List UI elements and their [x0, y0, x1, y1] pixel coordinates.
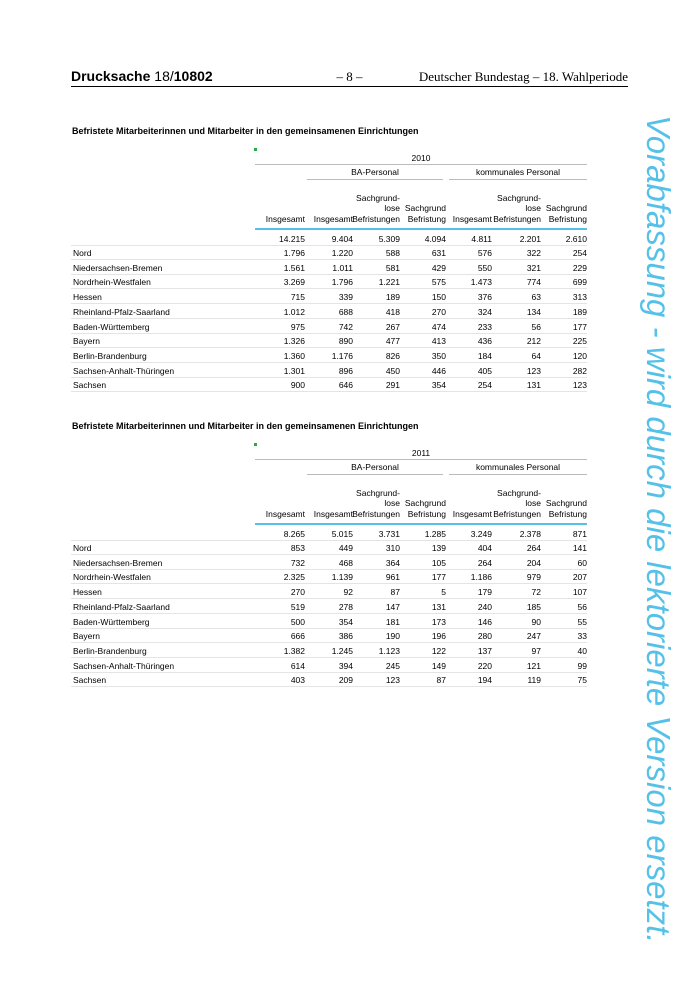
row-label: Niedersachsen-Bremen [73, 262, 163, 273]
table-title: Befristete Mitarbeiterinnen und Mitarbeiter in den gemeinsamenen Einrichtungen [72, 126, 419, 136]
cell-value: 519 [290, 601, 305, 612]
table-row [71, 629, 587, 643]
column-header-line: Befristung [548, 508, 587, 519]
cell-value: 194 [477, 675, 492, 686]
cell-value: 774 [526, 277, 541, 288]
cell-value: 173 [431, 616, 446, 627]
total-value: 8.265 [283, 529, 305, 539]
cell-value: 436 [477, 336, 492, 347]
cell-value: 185 [526, 601, 541, 612]
watermark-text: Vorabfassung - wird durch die lektorierte Version ersetzt. [640, 115, 677, 944]
table-row [71, 378, 587, 392]
table-row [71, 305, 587, 319]
cell-value: 87 [436, 675, 446, 686]
header-underline [255, 228, 587, 230]
group-ba-personal: BA-Personal [307, 462, 443, 475]
total-value: 9.404 [331, 234, 353, 244]
cell-value: 449 [338, 543, 353, 553]
table-row [71, 290, 587, 304]
row-label: Nord [73, 543, 92, 553]
cell-value: 429 [431, 262, 446, 273]
cell-value: 1.326 [283, 336, 305, 347]
row-label: Baden-Württemberg [73, 321, 150, 332]
cell-value: 225 [572, 336, 587, 347]
table-row [71, 644, 587, 658]
cell-value: 321 [526, 262, 541, 273]
table-marker [254, 443, 257, 446]
column-header-line: Insgesamt [452, 213, 492, 224]
cell-value: 280 [477, 631, 492, 642]
cell-value: 500 [290, 616, 305, 627]
row-label: Sachsen-Anhalt-Thüringen [73, 660, 175, 671]
cell-value: 418 [385, 306, 400, 317]
column-header-7 [535, 203, 587, 224]
total-value: 2.610 [565, 234, 587, 244]
cell-value: 64 [531, 350, 541, 361]
header-underline [255, 523, 587, 525]
group-kommunales-personal: kommunales Personal [449, 462, 587, 475]
cell-value: 474 [431, 321, 446, 332]
cell-value: 105 [431, 557, 446, 568]
cell-value: 90 [531, 616, 541, 627]
row-divider [71, 391, 587, 392]
row-label: Nordrhein-Westfalen [73, 277, 151, 288]
cell-value: 270 [290, 587, 305, 598]
cell-value: 209 [338, 675, 353, 686]
cell-value: 40 [577, 645, 587, 656]
total-row [71, 527, 587, 541]
cell-value: 550 [477, 262, 492, 273]
cell-value: 247 [526, 631, 541, 642]
cell-value: 207 [572, 572, 587, 583]
row-label: Nordrhein-Westfalen [73, 572, 151, 583]
column-header-line: Sachgrund- [497, 192, 541, 203]
cell-value: 614 [290, 660, 305, 671]
cell-value: 149 [431, 660, 446, 671]
cell-value: 1.473 [470, 277, 492, 288]
table-row [71, 349, 587, 363]
cell-value: 688 [338, 306, 353, 317]
cell-value: 1.011 [332, 262, 353, 273]
cell-value: 715 [290, 292, 305, 303]
cell-value: 339 [338, 292, 353, 303]
table-row [71, 334, 587, 348]
year-label: 2010 [411, 153, 431, 163]
column-header-6 [485, 193, 541, 225]
cell-value: 137 [477, 645, 492, 656]
group-kommunales-personal: kommunales Personal [449, 167, 587, 180]
cell-value: 72 [531, 587, 541, 598]
cell-value: 979 [526, 572, 541, 583]
doc-number: 10802 [173, 68, 213, 84]
cell-value: 732 [290, 557, 305, 568]
cell-value: 177 [431, 572, 446, 583]
cell-value: 477 [385, 336, 400, 347]
cell-value: 350 [431, 350, 446, 361]
total-value: 2.201 [519, 234, 541, 244]
cell-value: 1.301 [283, 365, 305, 376]
cell-value: 1.360 [283, 350, 305, 361]
cell-value: 220 [477, 660, 492, 671]
cell-value: 122 [431, 645, 446, 656]
column-header-line: Sachgrund [545, 203, 587, 213]
cell-value: 1.139 [331, 572, 353, 583]
cell-value: 1.796 [283, 248, 305, 258]
cell-value: 354 [338, 616, 353, 627]
page-number: – 8 – [336, 69, 363, 84]
table-row [71, 275, 587, 289]
row-label: Hessen [73, 292, 102, 303]
cell-value: 403 [290, 675, 305, 686]
cell-value: 588 [385, 248, 400, 258]
cell-value: 147 [385, 601, 400, 612]
cell-value: 900 [290, 380, 305, 391]
column-header-line: Sachgrund- [356, 192, 400, 203]
page-header [71, 66, 628, 87]
cell-value: 189 [572, 306, 587, 317]
total-value: 5.015 [331, 529, 353, 539]
table-row [71, 541, 587, 555]
cell-value: 245 [385, 660, 400, 671]
column-header-line: Sachgrund [545, 498, 587, 508]
cell-value: 581 [385, 262, 400, 273]
total-value: 3.731 [378, 529, 400, 539]
cell-value: 119 [527, 675, 541, 686]
cell-value: 121 [526, 660, 541, 671]
cell-value: 3.269 [283, 277, 305, 288]
cell-value: 123 [526, 365, 541, 376]
column-header-line: Insgesamt [265, 508, 305, 519]
cell-value: 99 [577, 660, 587, 671]
cell-value: 1.012 [283, 306, 305, 317]
column-header-line: Sachgrund [404, 498, 446, 508]
row-label: Nord [73, 248, 92, 258]
row-label: Hessen [73, 587, 102, 598]
cell-value: 1.796 [331, 277, 353, 288]
cell-value: 264 [526, 543, 541, 553]
column-header-line: Sachgrund- [356, 487, 400, 498]
cell-value: 63 [531, 292, 541, 303]
cell-value: 1.123 [378, 645, 400, 656]
column-header-line: Insgesamt [265, 213, 305, 224]
cell-value: 961 [385, 572, 400, 583]
cell-value: 576 [477, 248, 492, 258]
column-header-line: Insgesamt [452, 508, 492, 519]
cell-value: 394 [338, 660, 353, 671]
cell-value: 313 [572, 292, 587, 303]
column-header-line: Insgesamt [313, 213, 353, 224]
column-header-line: Sachgrund [404, 203, 446, 213]
column-header-line: Befristungen [352, 213, 400, 224]
cell-value: 310 [385, 543, 400, 553]
cell-value: 376 [477, 292, 492, 303]
table-row [71, 246, 587, 260]
cell-value: 1.220 [331, 248, 353, 258]
cell-value: 270 [431, 306, 446, 317]
watermark [640, 115, 680, 944]
doc-period: 18/ [154, 68, 174, 84]
total-value: 4.094 [424, 234, 446, 244]
cell-value: 212 [526, 336, 541, 347]
cell-value: 405 [477, 365, 492, 376]
cell-value: 1.561 [283, 262, 305, 273]
cell-value: 267 [385, 321, 400, 332]
cell-value: 123 [572, 380, 587, 391]
cell-value: 254 [572, 248, 587, 258]
cell-value: 1.382 [283, 645, 305, 656]
cell-value: 204 [526, 557, 541, 568]
row-label: Bayern [73, 336, 100, 347]
column-header-line: lose [525, 203, 541, 213]
cell-value: 120 [572, 350, 587, 361]
year-header [255, 447, 587, 460]
cell-value: 134 [526, 306, 541, 317]
column-header-line: lose [384, 498, 400, 508]
cell-value: 975 [290, 321, 305, 332]
cell-value: 146 [477, 616, 492, 627]
cell-value: 646 [338, 380, 353, 391]
cell-value: 254 [477, 380, 492, 391]
cell-value: 56 [577, 601, 587, 612]
column-header-1 [249, 509, 305, 520]
column-header-3 [344, 193, 400, 225]
cell-value: 413 [431, 336, 446, 347]
cell-value: 282 [572, 365, 587, 376]
cell-value: 150 [431, 292, 446, 303]
cell-value: 264 [477, 557, 492, 568]
row-label: Rheinland-Pfalz-Saarland [73, 306, 170, 317]
cell-value: 139 [431, 543, 446, 553]
table-row [71, 364, 587, 378]
cell-value: 450 [385, 365, 400, 376]
row-label: Niedersachsen-Bremen [73, 557, 163, 568]
column-header-line: Befristung [407, 508, 446, 519]
cell-value: 141 [572, 543, 587, 553]
cell-value: 1.176 [331, 350, 353, 361]
total-row [71, 232, 587, 246]
cell-value: 896 [338, 365, 353, 376]
cell-value: 92 [343, 587, 353, 598]
row-divider [71, 686, 587, 687]
column-header-5 [438, 214, 492, 225]
cell-value: 33 [577, 631, 587, 642]
cell-value: 233 [477, 321, 492, 332]
total-value: 2.378 [519, 529, 541, 539]
row-label: Rheinland-Pfalz-Saarland [73, 601, 170, 612]
row-label: Bayern [73, 631, 100, 642]
cell-value: 1.245 [331, 645, 353, 656]
cell-value: 190 [385, 631, 400, 642]
cell-value: 853 [290, 543, 305, 553]
column-header-7 [535, 498, 587, 519]
table-row [71, 600, 587, 614]
cell-value: 386 [338, 631, 353, 642]
cell-value: 322 [526, 248, 541, 258]
row-label: Berlin-Brandenburg [73, 645, 147, 656]
cell-value: 278 [338, 601, 353, 612]
cell-value: 131 [526, 380, 541, 391]
table-marker [254, 148, 257, 151]
cell-value: 181 [385, 616, 400, 627]
cell-value: 229 [572, 262, 587, 273]
total-value: 14.215 [279, 234, 305, 244]
column-header-line: Befristung [548, 213, 587, 224]
cell-value: 890 [338, 336, 353, 347]
cell-value: 131 [431, 601, 446, 612]
table-row [71, 261, 587, 275]
table-row [71, 570, 587, 584]
table-row [71, 673, 587, 687]
cell-value: 324 [477, 306, 492, 317]
cell-value: 404 [477, 543, 492, 553]
column-header-line: lose [525, 498, 541, 508]
cell-value: 179 [477, 587, 492, 598]
cell-value: 75 [577, 675, 587, 686]
cell-value: 87 [390, 587, 400, 598]
group-ba-personal: BA-Personal [307, 167, 443, 180]
cell-value: 2.325 [283, 572, 305, 583]
table-row [71, 615, 587, 629]
table-row [71, 585, 587, 599]
total-value: 871 [572, 529, 587, 539]
table-row [71, 320, 587, 334]
column-header-line: Sachgrund- [497, 487, 541, 498]
year-header [255, 152, 587, 165]
cell-value: 5 [441, 587, 446, 598]
cell-value: 55 [577, 616, 587, 627]
row-label: Baden-Württemberg [73, 616, 150, 627]
column-header-3 [344, 488, 400, 520]
cell-value: 699 [572, 277, 587, 288]
total-value: 4.811 [471, 234, 492, 244]
cell-value: 826 [385, 350, 400, 361]
table-row [71, 659, 587, 673]
cell-value: 196 [431, 631, 446, 642]
column-header-1 [249, 214, 305, 225]
column-header-line: Insgesamt [313, 508, 353, 519]
year-label: 2011 [411, 448, 431, 458]
cell-value: 666 [290, 631, 305, 642]
cell-value: 1.221 [378, 277, 400, 288]
cell-value: 189 [385, 292, 400, 303]
cell-value: 631 [431, 248, 446, 258]
column-header-line: Befristungen [493, 508, 541, 519]
table-title: Befristete Mitarbeiterinnen und Mitarbeiter in den gemeinsamenen Einrichtungen [72, 421, 419, 431]
cell-value: 575 [431, 277, 446, 288]
cell-value: 60 [577, 557, 587, 568]
row-label: Berlin-Brandenburg [73, 350, 147, 361]
column-header-line: Befristungen [352, 508, 400, 519]
cell-value: 364 [385, 557, 400, 568]
table-row [71, 556, 587, 570]
row-label: Sachsen-Anhalt-Thüringen [73, 365, 175, 376]
column-header-6 [485, 488, 541, 520]
cell-value: 354 [431, 380, 446, 391]
total-value: 3.249 [470, 529, 492, 539]
column-header-5 [438, 509, 492, 520]
total-value: 1.285 [424, 529, 446, 539]
row-label: Sachsen [73, 380, 107, 391]
column-header-line: Befristung [407, 213, 446, 224]
cell-value: 123 [385, 675, 400, 686]
cell-value: 56 [531, 321, 541, 332]
total-value: 5.309 [378, 234, 400, 244]
cell-value: 177 [572, 321, 587, 332]
cell-value: 291 [385, 380, 400, 391]
cell-value: 107 [572, 587, 587, 598]
doc-label: Drucksache [71, 68, 151, 84]
column-header-line: Befristungen [493, 213, 541, 224]
row-label: Sachsen [73, 675, 107, 686]
cell-value: 1.186 [470, 572, 492, 583]
column-header-line: lose [384, 203, 400, 213]
cell-value: 446 [431, 365, 446, 376]
cell-value: 240 [477, 601, 492, 612]
cell-value: 184 [477, 350, 492, 361]
publisher: Deutscher Bundestag – 18. Wahlperiode [418, 69, 628, 84]
cell-value: 742 [338, 321, 353, 332]
cell-value: 97 [531, 645, 541, 656]
cell-value: 468 [338, 557, 353, 568]
